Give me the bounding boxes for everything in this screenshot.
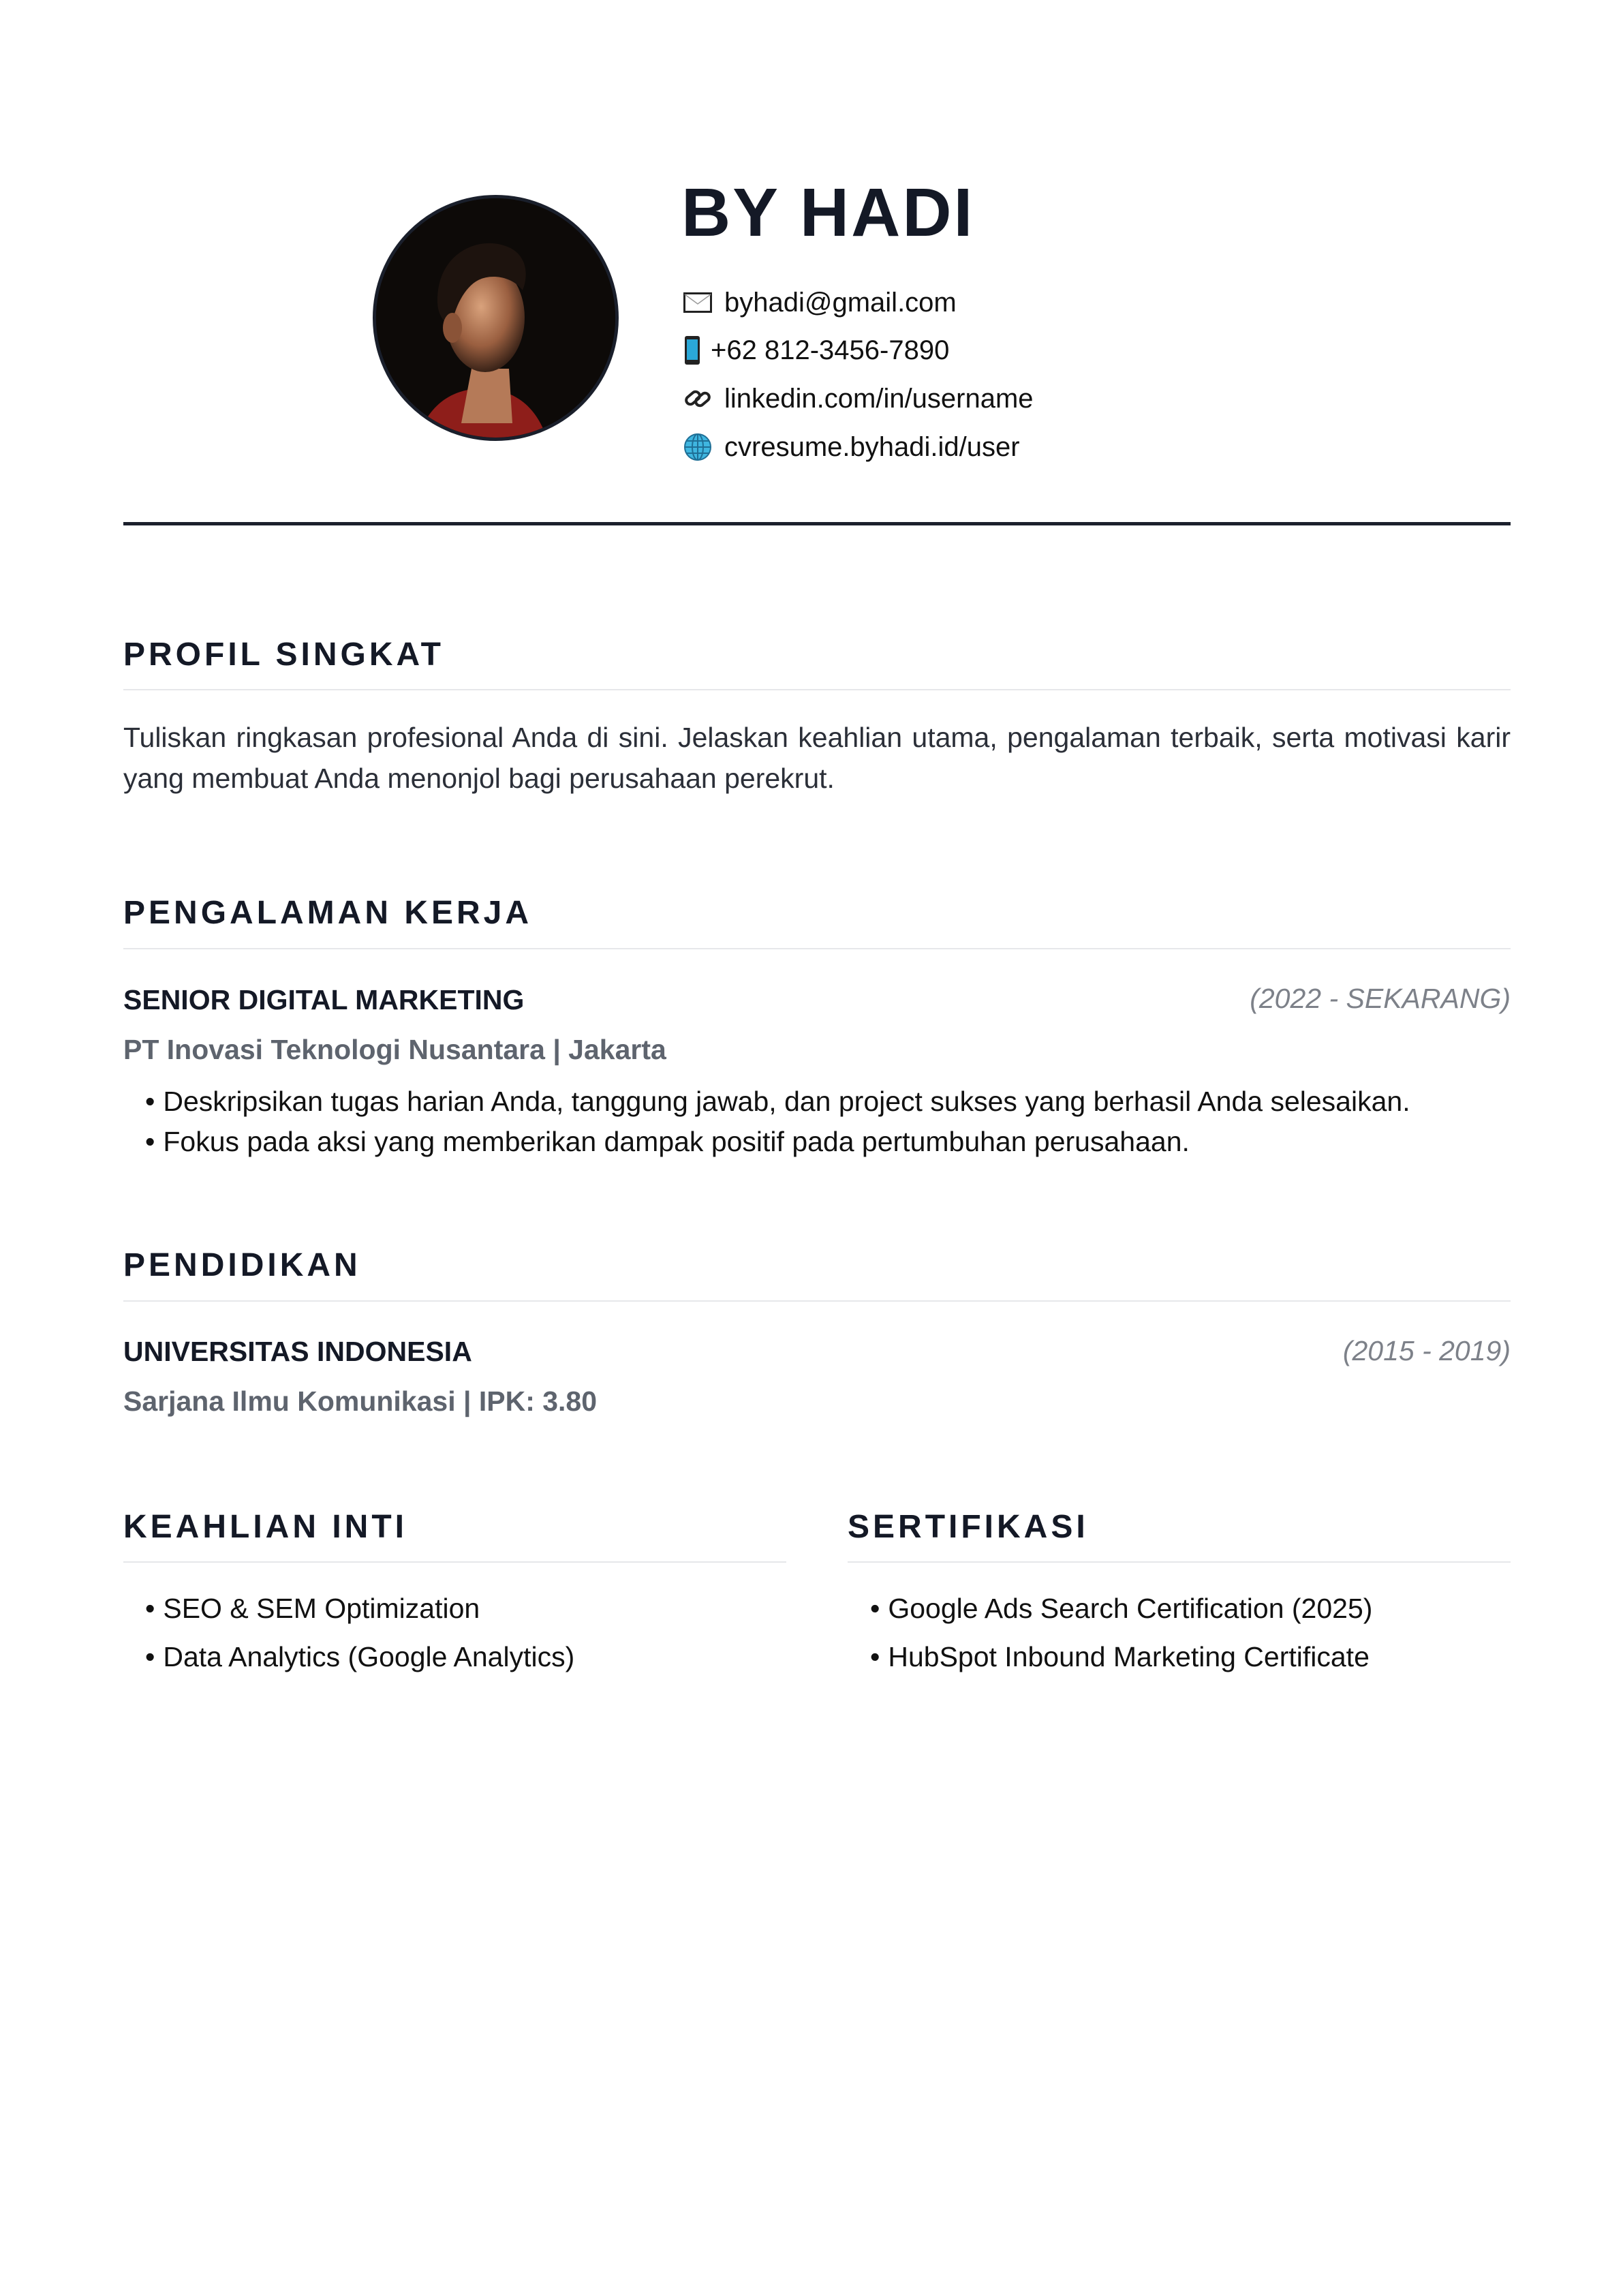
list-item-text: Fokus pada aksi yang memberikan dampak positif pada pertumbuhan perusahaan. <box>163 1126 1190 1157</box>
education-school: UNIVERSITAS INDONESIA <box>123 1336 472 1367</box>
bullet-icon: • <box>145 1593 155 1624</box>
education-degree: Sarjana Ilmu Komunikasi | IPK: 3.80 <box>123 1386 598 1417</box>
profile-summary: Tuliskan ringkasan profesional Anda di sini. Jelaskan keahlian utama, pengalaman terbaik, serta motivasi karir yang membuat Anda menonjol bagi perusahaan perekrut. <box>123 722 1511 794</box>
list-item <box>870 1595 1372 1623</box>
contact-website-text: cvresume.byhadi.id/user <box>724 432 1020 462</box>
section-divider <box>123 1561 786 1563</box>
bullet-icon: • <box>870 1641 880 1672</box>
contact-email[interactable] <box>683 288 957 317</box>
job-company: PT Inovasi Teknologi Nusantara | Jakarta <box>123 1034 666 1065</box>
list-item <box>870 1643 1370 1671</box>
list-item <box>145 1595 480 1623</box>
section-title-skills: KEAHLIAN INTI <box>123 1509 407 1545</box>
contact-email-text: byhadi@gmail.com <box>724 288 957 318</box>
section-title-certifications: SERTIFIKASI <box>848 1509 1089 1545</box>
bullet-icon: • <box>870 1593 880 1624</box>
contact-phone[interactable] <box>683 336 949 365</box>
person-portrait-icon <box>376 198 615 438</box>
bullet-icon: • <box>145 1126 155 1157</box>
job-position: SENIOR DIGITAL MARKETING <box>123 984 525 1015</box>
list-item <box>145 1088 1410 1116</box>
candidate-name: BY HADI <box>681 174 975 251</box>
list-item-text: Deskripsikan tugas harian Anda, tanggung jawab, dan project sukses yang berhasil Anda selesaikan. <box>163 1086 1410 1117</box>
envelope-icon <box>683 288 712 317</box>
section-title-profile: PROFIL SINGKAT <box>123 637 444 673</box>
list-item-text: Google Ads Search Certification (2025) <box>888 1593 1373 1624</box>
list-item-text: Data Analytics (Google Analytics) <box>163 1641 575 1672</box>
list-item-text: HubSpot Inbound Marketing Certificate <box>888 1641 1370 1672</box>
contact-phone-text: +62 812-3456-7890 <box>711 335 950 365</box>
education-period: (2015 - 2019) <box>1342 1335 1511 1366</box>
list-item <box>145 1643 574 1671</box>
contact-website[interactable] <box>683 433 1020 461</box>
contact-linkedin-text: linkedin.com/in/username <box>724 384 1034 414</box>
list-item-text: SEO & SEM Optimization <box>163 1593 480 1624</box>
bullet-icon: • <box>145 1086 155 1117</box>
section-divider <box>123 689 1511 690</box>
phone-icon <box>683 336 701 365</box>
globe-icon <box>683 433 712 461</box>
bullet-icon: • <box>145 1641 155 1672</box>
section-divider <box>123 1300 1511 1302</box>
header-divider <box>123 522 1511 525</box>
section-divider <box>848 1561 1511 1563</box>
job-period: (2022 - SEKARANG) <box>1250 983 1511 1014</box>
contact-linkedin[interactable] <box>683 384 1034 413</box>
list-item <box>145 1128 1190 1156</box>
section-divider <box>123 948 1511 949</box>
section-title-education: PENDIDIKAN <box>123 1247 361 1283</box>
link-icon <box>683 384 712 413</box>
section-title-experience: PENGALAMAN KERJA <box>123 895 533 931</box>
profile-photo <box>373 195 619 441</box>
